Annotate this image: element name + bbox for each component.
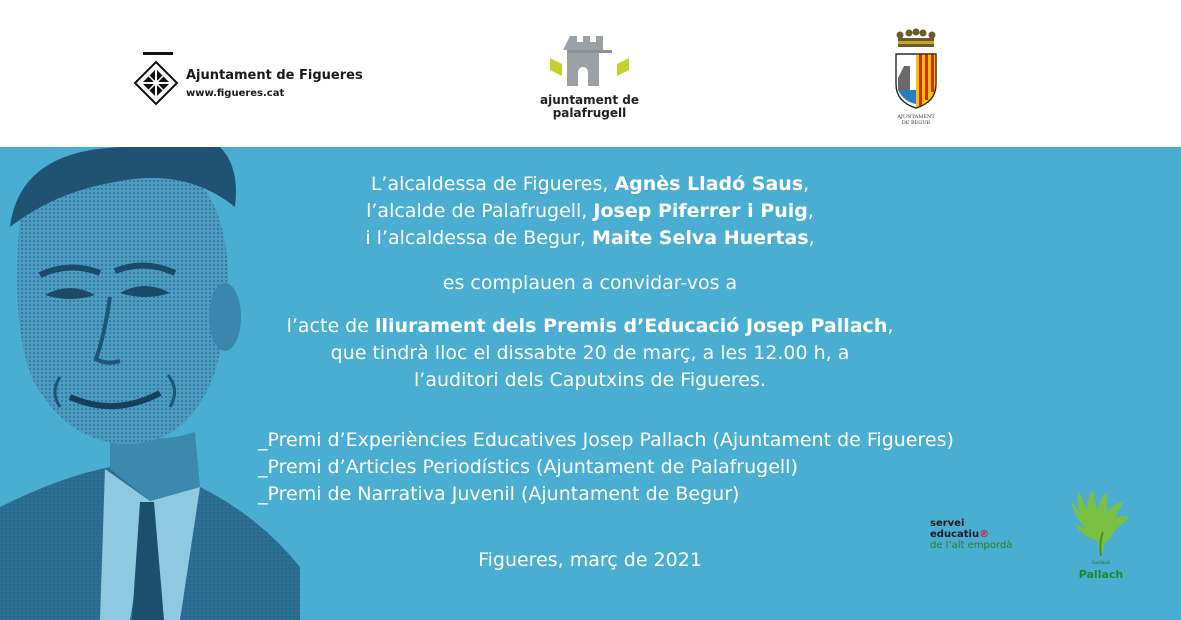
servei-line2: educatiu®	[930, 529, 990, 540]
header	[0, 0, 1181, 147]
tower-icon	[542, 30, 637, 92]
invitation-line-3: i l’alcaldessa de Begur, Maite Selva Huertas,	[365, 227, 815, 249]
invitation-line-5: l’acte de lliurament dels Premis d’Educació Josep Pallach,	[286, 315, 894, 337]
palafrugell-line1: ajuntament de	[540, 93, 639, 107]
palafrugell-logo	[532, 30, 647, 130]
palafrugell-line2: palafrugell	[552, 106, 627, 120]
invitation-line-6: que tindrà lloc el dissabte 20 de març, a les 12.00 h, a	[330, 342, 850, 364]
prize-item: _Premi de Narrativa Juvenil (Ajuntament de Begur)	[258, 483, 740, 505]
pallach-line1: Fundació	[1092, 560, 1110, 565]
figueres-logo	[133, 52, 373, 112]
servei-line1: servei	[930, 518, 965, 529]
prize-item: _Premi d’Articles Periodístics (Ajuntament de Palafrugell)	[258, 456, 798, 478]
invitation-line-4: es complauen a convidar-vos a	[442, 272, 738, 294]
invitation-panel	[0, 147, 1181, 620]
begur-logo	[885, 28, 947, 133]
pallach-line2: Pallach	[1078, 568, 1124, 581]
begur-coat-of-arms-icon	[890, 28, 942, 113]
invitation-line-2: l’alcalde de Palafrugell, Josep Piferrer i Puig,	[366, 200, 814, 222]
hand-tree-icon	[1066, 490, 1136, 560]
begur-line2: DE BEGUR	[901, 120, 931, 126]
logo-bar	[143, 52, 173, 55]
figueres-name: Ajuntament de Figueres	[186, 68, 363, 83]
servei-line3: de l’alt empordà	[930, 540, 1013, 551]
fundacio-pallach-logo	[1066, 490, 1136, 585]
begur-line1: AJUNTAMENT	[897, 114, 935, 120]
date-line: Figueres, març de 2021	[478, 549, 702, 571]
servei-educatiu-logo	[930, 518, 1050, 568]
prize-item: _Premi d’Experiències Educatives Josep Pallach (Ajuntament de Figueres)	[258, 429, 954, 451]
figueres-emblem-icon	[133, 60, 179, 106]
figueres-url: www.figueres.cat	[186, 88, 285, 99]
invitation-line-7: l’auditori dels Caputxins de Figueres.	[414, 369, 766, 391]
invitation-line-1: L’alcaldessa de Figueres, Agnès Lladó Saus,	[370, 173, 810, 195]
